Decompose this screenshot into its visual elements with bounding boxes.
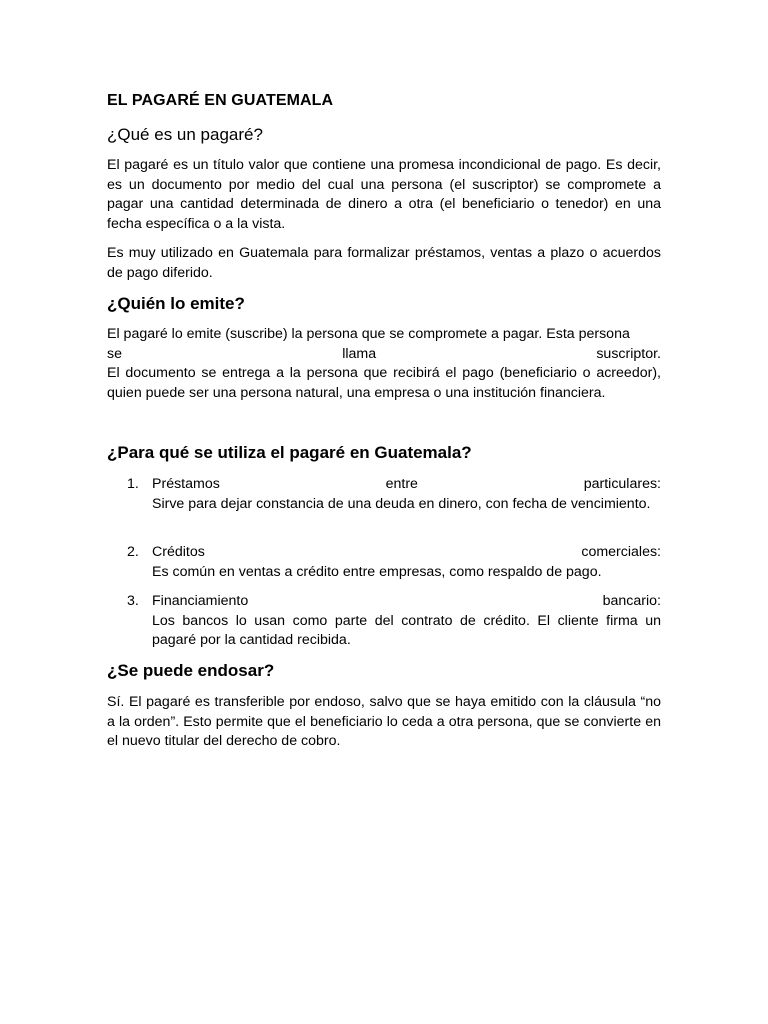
paragraph-emisor <box>107 325 661 403</box>
paragraph-emisor-line-1: El pagaré lo emite (suscribe) la persona que se compromete a pagar. Esta persona <box>107 326 630 342</box>
list-item-body: Es común en ventas a crédito entre empresas, como respaldo de pago. <box>152 563 602 580</box>
list-item-text <box>152 543 661 582</box>
paragraph-definition: El pagaré es un título valor que contiene una promesa incondicional de pago. Es decir, es un documento por medio del cual una persona (el suscriptor) se compromete a pagar una cantidad determinada de dinero a otra (el beneficiario o tenedor) en una fecha específica o a la vista. <box>107 157 661 232</box>
paragraph-entrega: El documento se entrega a la persona que recibirá el pago (beneficiario o acreedor), quien puede ser una persona natural, una empresa o una institución financiera. <box>107 365 661 401</box>
heading-que-es: ¿Qué es un pagaré? <box>107 125 263 144</box>
list-item-number: 3. <box>127 593 139 609</box>
paragraph-endoso: Sí. El pagaré es transferible por endoso, salvo que se haya emitido con la cláusula “no a la orden”. Esto permite que el beneficiario lo ceda a otra persona, que se convierte en el nuevo titular del derecho de cobro. <box>107 694 661 749</box>
list-item-head: Préstamos entre particulares: <box>152 476 661 492</box>
list-item-body: Sirve para dejar constancia de una deuda en dinero, con fecha de vencimiento. <box>152 495 651 512</box>
list-item-head: Créditos comerciales: <box>152 544 661 560</box>
list-item-number: 2. <box>127 544 139 560</box>
list-item-head: Financiamiento bancario: <box>152 593 661 609</box>
heading-quien-emite: ¿Quién lo emite? <box>107 294 245 313</box>
document-title: EL PAGARÉ EN GUATEMALA <box>107 92 334 109</box>
list-item-body: Los bancos lo usan como parte del contrato de crédito. El cliente firma un pagaré por la cantidad recibida. <box>152 612 661 648</box>
heading-para-que: ¿Para qué se utiliza el pagaré en Guatemala? <box>107 443 472 462</box>
paragraph-usage: Es muy utilizado en Guatemala para formalizar préstamos, ventas a plazo o acuerdos de pago diferido. <box>107 245 661 281</box>
paragraph-emisor-line-2: se llama suscriptor. <box>107 345 661 362</box>
list-item-text <box>152 475 661 514</box>
list-item-number: 1. <box>127 476 139 492</box>
list-item-text <box>152 592 661 651</box>
heading-endosar: ¿Se puede endosar? <box>107 661 275 680</box>
